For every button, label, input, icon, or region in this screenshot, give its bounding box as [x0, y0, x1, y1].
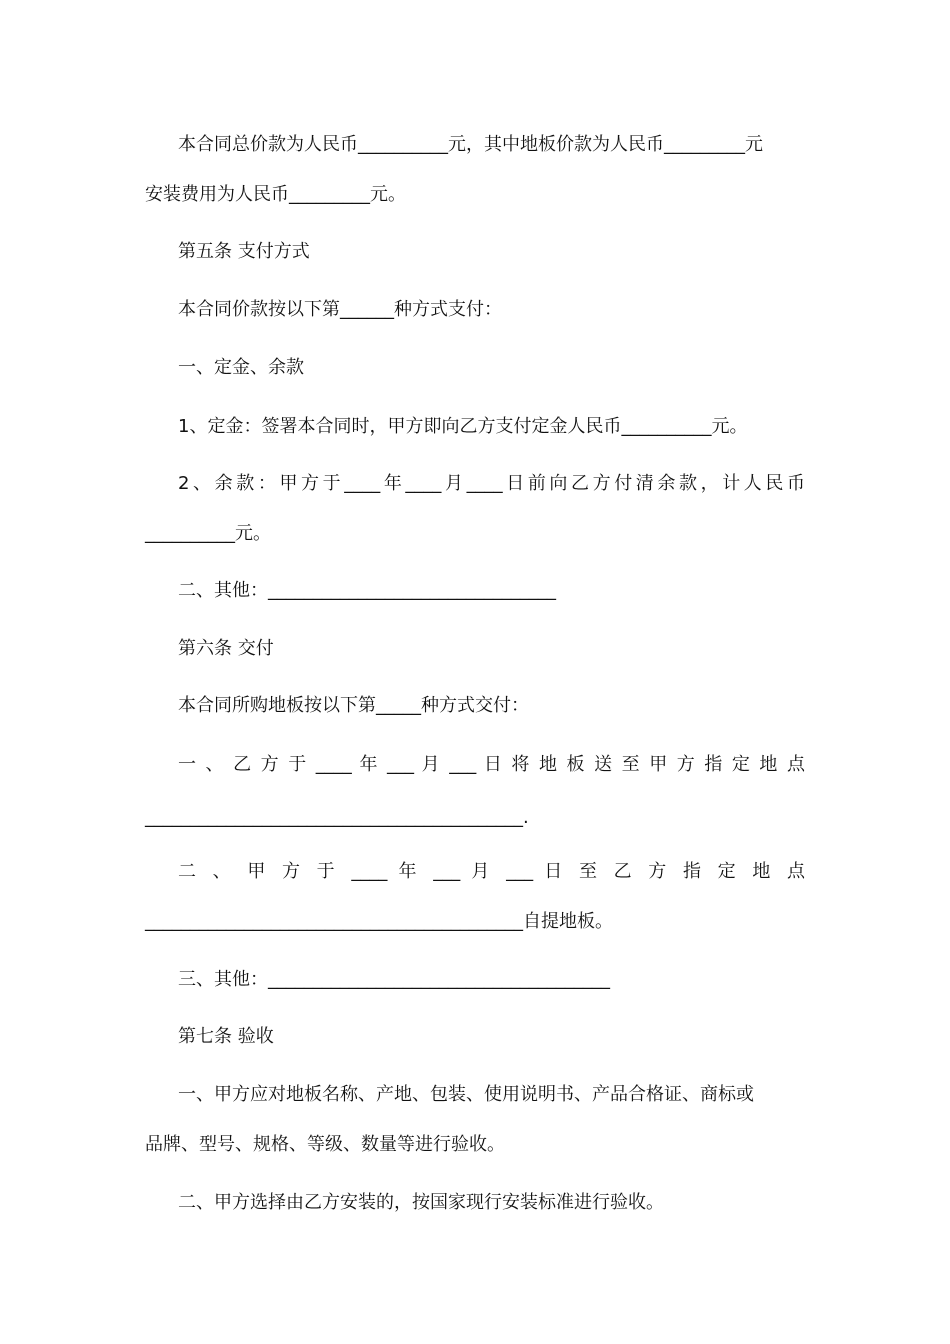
- paragraph-delivery-1-cont: __________________________________________.: [145, 807, 529, 828]
- paragraph-inspection-2: 二、甲方选择由乙方安装的，按国家现行安装标准进行验收。: [178, 1192, 664, 1213]
- paragraph-install-fee: 安装费用为人民币_________元。: [145, 184, 406, 205]
- paragraph-deposit-balance: 一、定金、余款: [178, 357, 304, 378]
- paragraph-payment-method: 本合同价款按以下第______种方式支付：: [178, 299, 502, 320]
- paragraph-balance: 2、余款：甲方于____年____月____日前向乙方付清余款，计人民币: [178, 473, 805, 494]
- paragraph-deposit: 1、定金：签署本合同时，甲方即向乙方支付定金人民币__________元。: [178, 416, 748, 437]
- paragraph-delivery-2-cont: __________________________________________自提地板。: [145, 911, 613, 932]
- paragraph-delivery-method: 本合同所购地板按以下第_____种方式交付：: [178, 695, 529, 716]
- heading-article-5: 第五条 支付方式: [178, 241, 310, 262]
- paragraph-balance-cont: __________元。: [145, 523, 271, 544]
- paragraph-total-price: 本合同总价款为人民币__________元，其中地板价款为人民币_________元: [178, 134, 763, 155]
- paragraph-delivery-other: 三、其他：______________________________________: [178, 969, 610, 990]
- paragraph-payment-other: 二、其他：________________________________: [178, 580, 556, 601]
- paragraph-inspection-1: 一、甲方应对地板名称、产地、包装、使用说明书、产品合格证、商标或: [178, 1084, 754, 1105]
- paragraph-inspection-1-cont: 品牌、型号、规格、等级、数量等进行验收。: [145, 1134, 505, 1155]
- heading-article-7: 第七条 验收: [178, 1026, 274, 1047]
- heading-article-6: 第六条 交付: [178, 638, 274, 659]
- paragraph-delivery-1: 一 、 乙 方 于 ____ 年 ___ 月 ___ 日 将 地 板 送 至 甲 方 指 定 地 点: [178, 754, 805, 775]
- paragraph-delivery-2: 二 、 甲 方 于 ____ 年 ___ 月 ___ 日 至 乙 方 指 定 地 点: [178, 861, 805, 882]
